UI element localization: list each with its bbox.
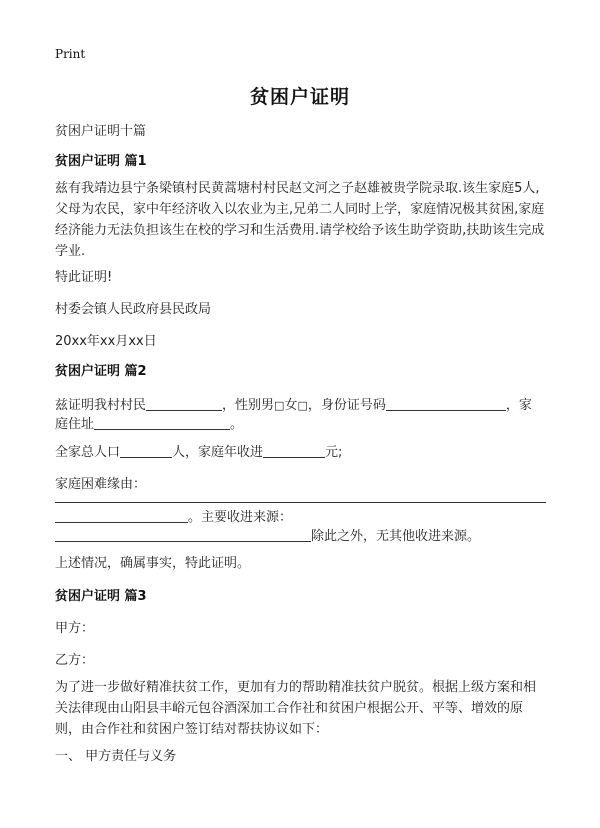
annual-income-label: 人，家庭年收进	[172, 445, 264, 460]
section-1-heading: 贫困户证明 篇1	[55, 154, 147, 169]
id-number-label: ，身份证号码	[307, 398, 386, 413]
form-line-5	[55, 506, 292, 525]
hardship-reason-blank[interactable]	[55, 502, 546, 503]
section-2-heading: 贫困户证明 篇2	[55, 364, 147, 379]
confirmation-text: 上述情况，确属事实，特此证明。	[55, 556, 251, 571]
annual-income-blank[interactable]	[263, 443, 325, 458]
section-1-date: 20xx年xx月xx日	[55, 334, 157, 349]
section-3-heading: 贫困户证明 篇3	[55, 589, 147, 604]
address-end: 。	[230, 417, 244, 432]
gender-male-label: ，性别男	[222, 398, 275, 413]
hardship-reason-label: 家庭困难缘由：	[55, 477, 147, 492]
section-3-item-1: 一、 甲方责任与义务	[55, 749, 177, 764]
gender-female-label: 女	[284, 398, 298, 413]
household-size-blank[interactable]	[120, 443, 172, 458]
income-source-blank[interactable]	[55, 527, 311, 542]
section-1-issuers: 村委会镇人民政府县民政局	[55, 302, 212, 317]
no-other-income-text: 除此之外，无其他收进来源。	[311, 529, 481, 544]
id-number-blank[interactable]	[386, 396, 506, 411]
form-line-1	[55, 394, 532, 413]
section-1-body: 兹有我靖边县宁条梁镇村民黄蒿塘村村民赵文河之子赵雄被贵学院录取.该生家庭5人,父母为农民，家中年经济收入以农业为主,兄弟二人同时上学，家庭情况极其贫困,家庭经济能力无法负担该生在校的学习和生活费用.请学校给予该生助学资助,扶助该生完成学业.	[55, 181, 545, 259]
household-size-label: 全家总人口	[55, 445, 121, 460]
document-title: 贫困户证明	[249, 86, 350, 108]
home-label-start: ，家	[505, 398, 532, 413]
address-label: 庭住址	[55, 417, 95, 432]
section-3-body: 为了进一步做好精准扶贫工作，更加有力的帮助精准扶贫户脱贫。根据上级方案和相关法律现由山阳县丰峪元包谷酒深加工合作社和贫困户根据公开、平等、增效的原则，由合作社和贫困户签订结对帮扶协议如下：	[55, 680, 537, 737]
hardship-reason-blank-2[interactable]	[55, 508, 188, 523]
form-line-2	[55, 413, 243, 432]
form-line-6	[55, 525, 480, 544]
address-blank[interactable]	[94, 415, 230, 430]
yuan-label: 元;	[325, 445, 343, 460]
villager-label: 兹证明我村村民	[55, 398, 147, 413]
party-b-label: 乙方：	[55, 653, 95, 668]
main-income-label: 。主要收进来源：	[188, 510, 293, 525]
checkbox-female-icon[interactable]: □	[297, 399, 308, 412]
checkbox-male-icon[interactable]: □	[274, 399, 285, 412]
name-blank[interactable]	[146, 396, 222, 411]
print-label[interactable]: Print	[55, 47, 86, 61]
form-line-3	[55, 441, 342, 460]
collection-subtitle: 贫困户证明十篇	[55, 124, 147, 139]
party-a-label: 甲方：	[55, 621, 95, 636]
section-1-closing: 特此证明!	[55, 270, 113, 285]
